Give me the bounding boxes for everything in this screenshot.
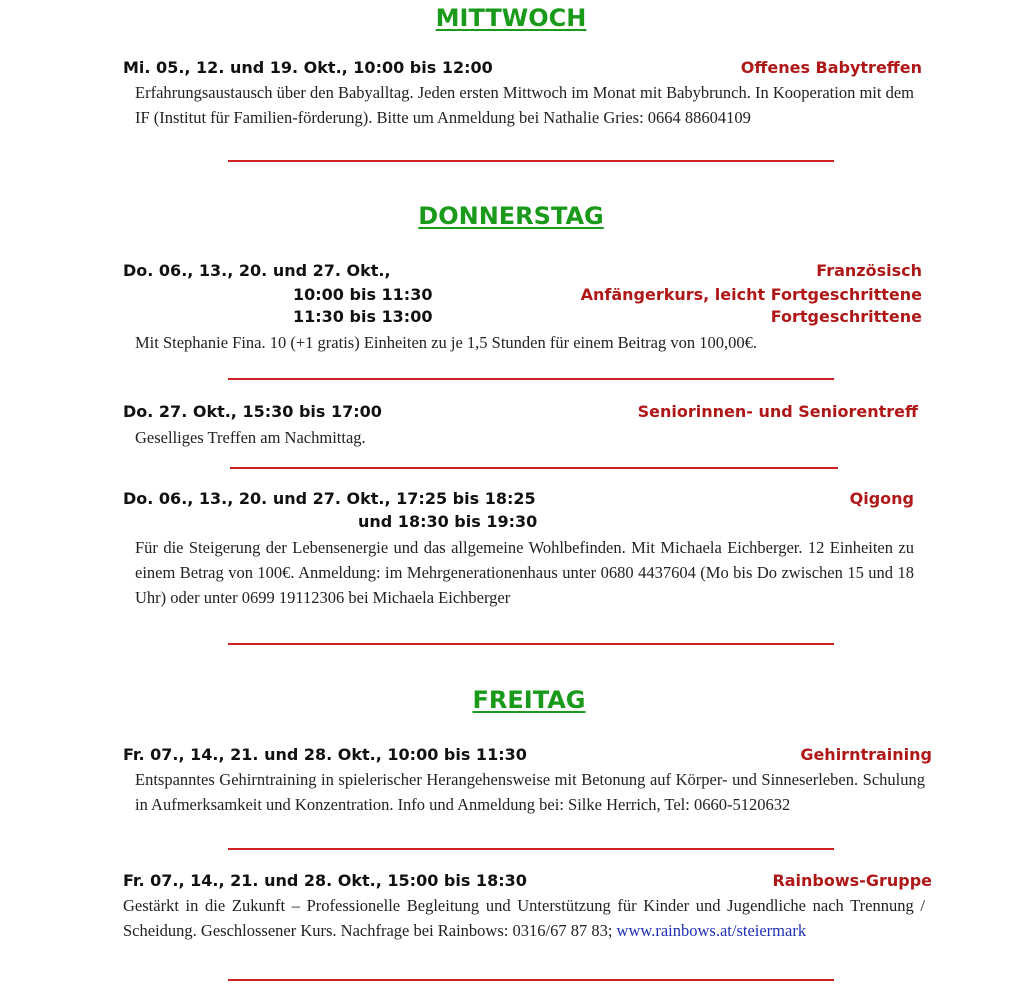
- description-text: Gestärkt in die Zukunft – Professionelle Begleitung und Unterstützung für Kinder und Jugendliche nach Trennung / Scheidung. Geschlossener Kurs. Nachfrage bei Rainbows: 0316/67 87 83;: [123, 896, 925, 940]
- day-heading-donnerstag: DONNERSTAG: [418, 202, 604, 230]
- divider: [228, 979, 834, 981]
- event-date: Do. 27. Okt., 15:30 bis 17:00: [123, 402, 382, 421]
- event-title: Französisch: [816, 261, 922, 280]
- event-title: Offenes Babytreffen: [740, 58, 922, 77]
- event-date: Do. 06., 13., 20. und 27. Okt., 17:25 bis 18:25: [123, 489, 536, 508]
- event-description: Geselliges Treffen am Nachmittag.: [135, 428, 366, 447]
- event-level: Fortgeschrittene: [770, 307, 922, 326]
- day-heading-freitag: FREITAG: [472, 686, 586, 714]
- event-description: Mit Stephanie Fina. 10 (+1 gratis) Einheiten zu je 1,5 Stunden für einem Beitrag von 100,00€.: [135, 333, 757, 352]
- event-level: Anfängerkurs, leicht Fortgeschrittene: [580, 285, 922, 304]
- event-description: Für die Steigerung der Lebensenergie und das allgemeine Wohlbefinden. Mit Michaela Eichberger. 12 Einheiten zu einem Betrag von 100€. Anmeldung: im Mehrgenerationenhaus unter 0680 4437604 (Mo bis Do zwischen 15 und 18 Uhr) oder unter 0699 19112306 bei Michaela Eichberger: [135, 538, 914, 607]
- event-title: Seniorinnen- und Seniorentreff: [637, 402, 918, 421]
- event-time-slot: und 18:30 bis 19:30: [358, 512, 538, 531]
- event-title: Rainbows-Gruppe: [772, 871, 932, 890]
- event-date: Do. 06., 13., 20. und 27. Okt.,: [123, 261, 391, 280]
- divider: [228, 160, 834, 162]
- divider: [228, 378, 834, 380]
- event-date: Fr. 07., 14., 21. und 28. Okt., 15:00 bis 18:30: [123, 871, 527, 890]
- event-description: Erfahrungsaustausch über den Babyalltag. Jeden ersten Mittwoch im Monat mit Babybrunch. In Kooperation mit dem IF (Institut für Familien-förderung). Bitte um Anmeldung bei Nathalie Gries: 0664 88604109: [135, 83, 914, 127]
- event-time-slot: 10:00 bis 11:30: [293, 285, 433, 304]
- day-heading-mittwoch: MITTWOCH: [435, 4, 587, 32]
- event-title: Qigong: [849, 489, 914, 508]
- divider: [230, 467, 838, 469]
- event-description: [123, 893, 925, 943]
- divider: [228, 643, 834, 645]
- event-time-slot: 11:30 bis 13:00: [293, 307, 433, 326]
- divider: [228, 848, 834, 850]
- event-date: Fr. 07., 14., 21. und 28. Okt., 10:00 bis 11:30: [123, 745, 527, 764]
- event-date: Mi. 05., 12. und 19. Okt., 10:00 bis 12:00: [123, 58, 493, 77]
- event-description: Entspanntes Gehirntraining in spielerischer Herangehensweise mit Betonung auf Körper- und Sinneserleben. Schulung in Aufmerksamkeit und Konzentration. Info und Anmeldung bei: Silke Herrich, Tel: 0660-5120632: [135, 770, 925, 814]
- rainbows-link[interactable]: www.rainbows.at/steiermark: [616, 921, 807, 940]
- event-title: Gehirntraining: [800, 745, 932, 764]
